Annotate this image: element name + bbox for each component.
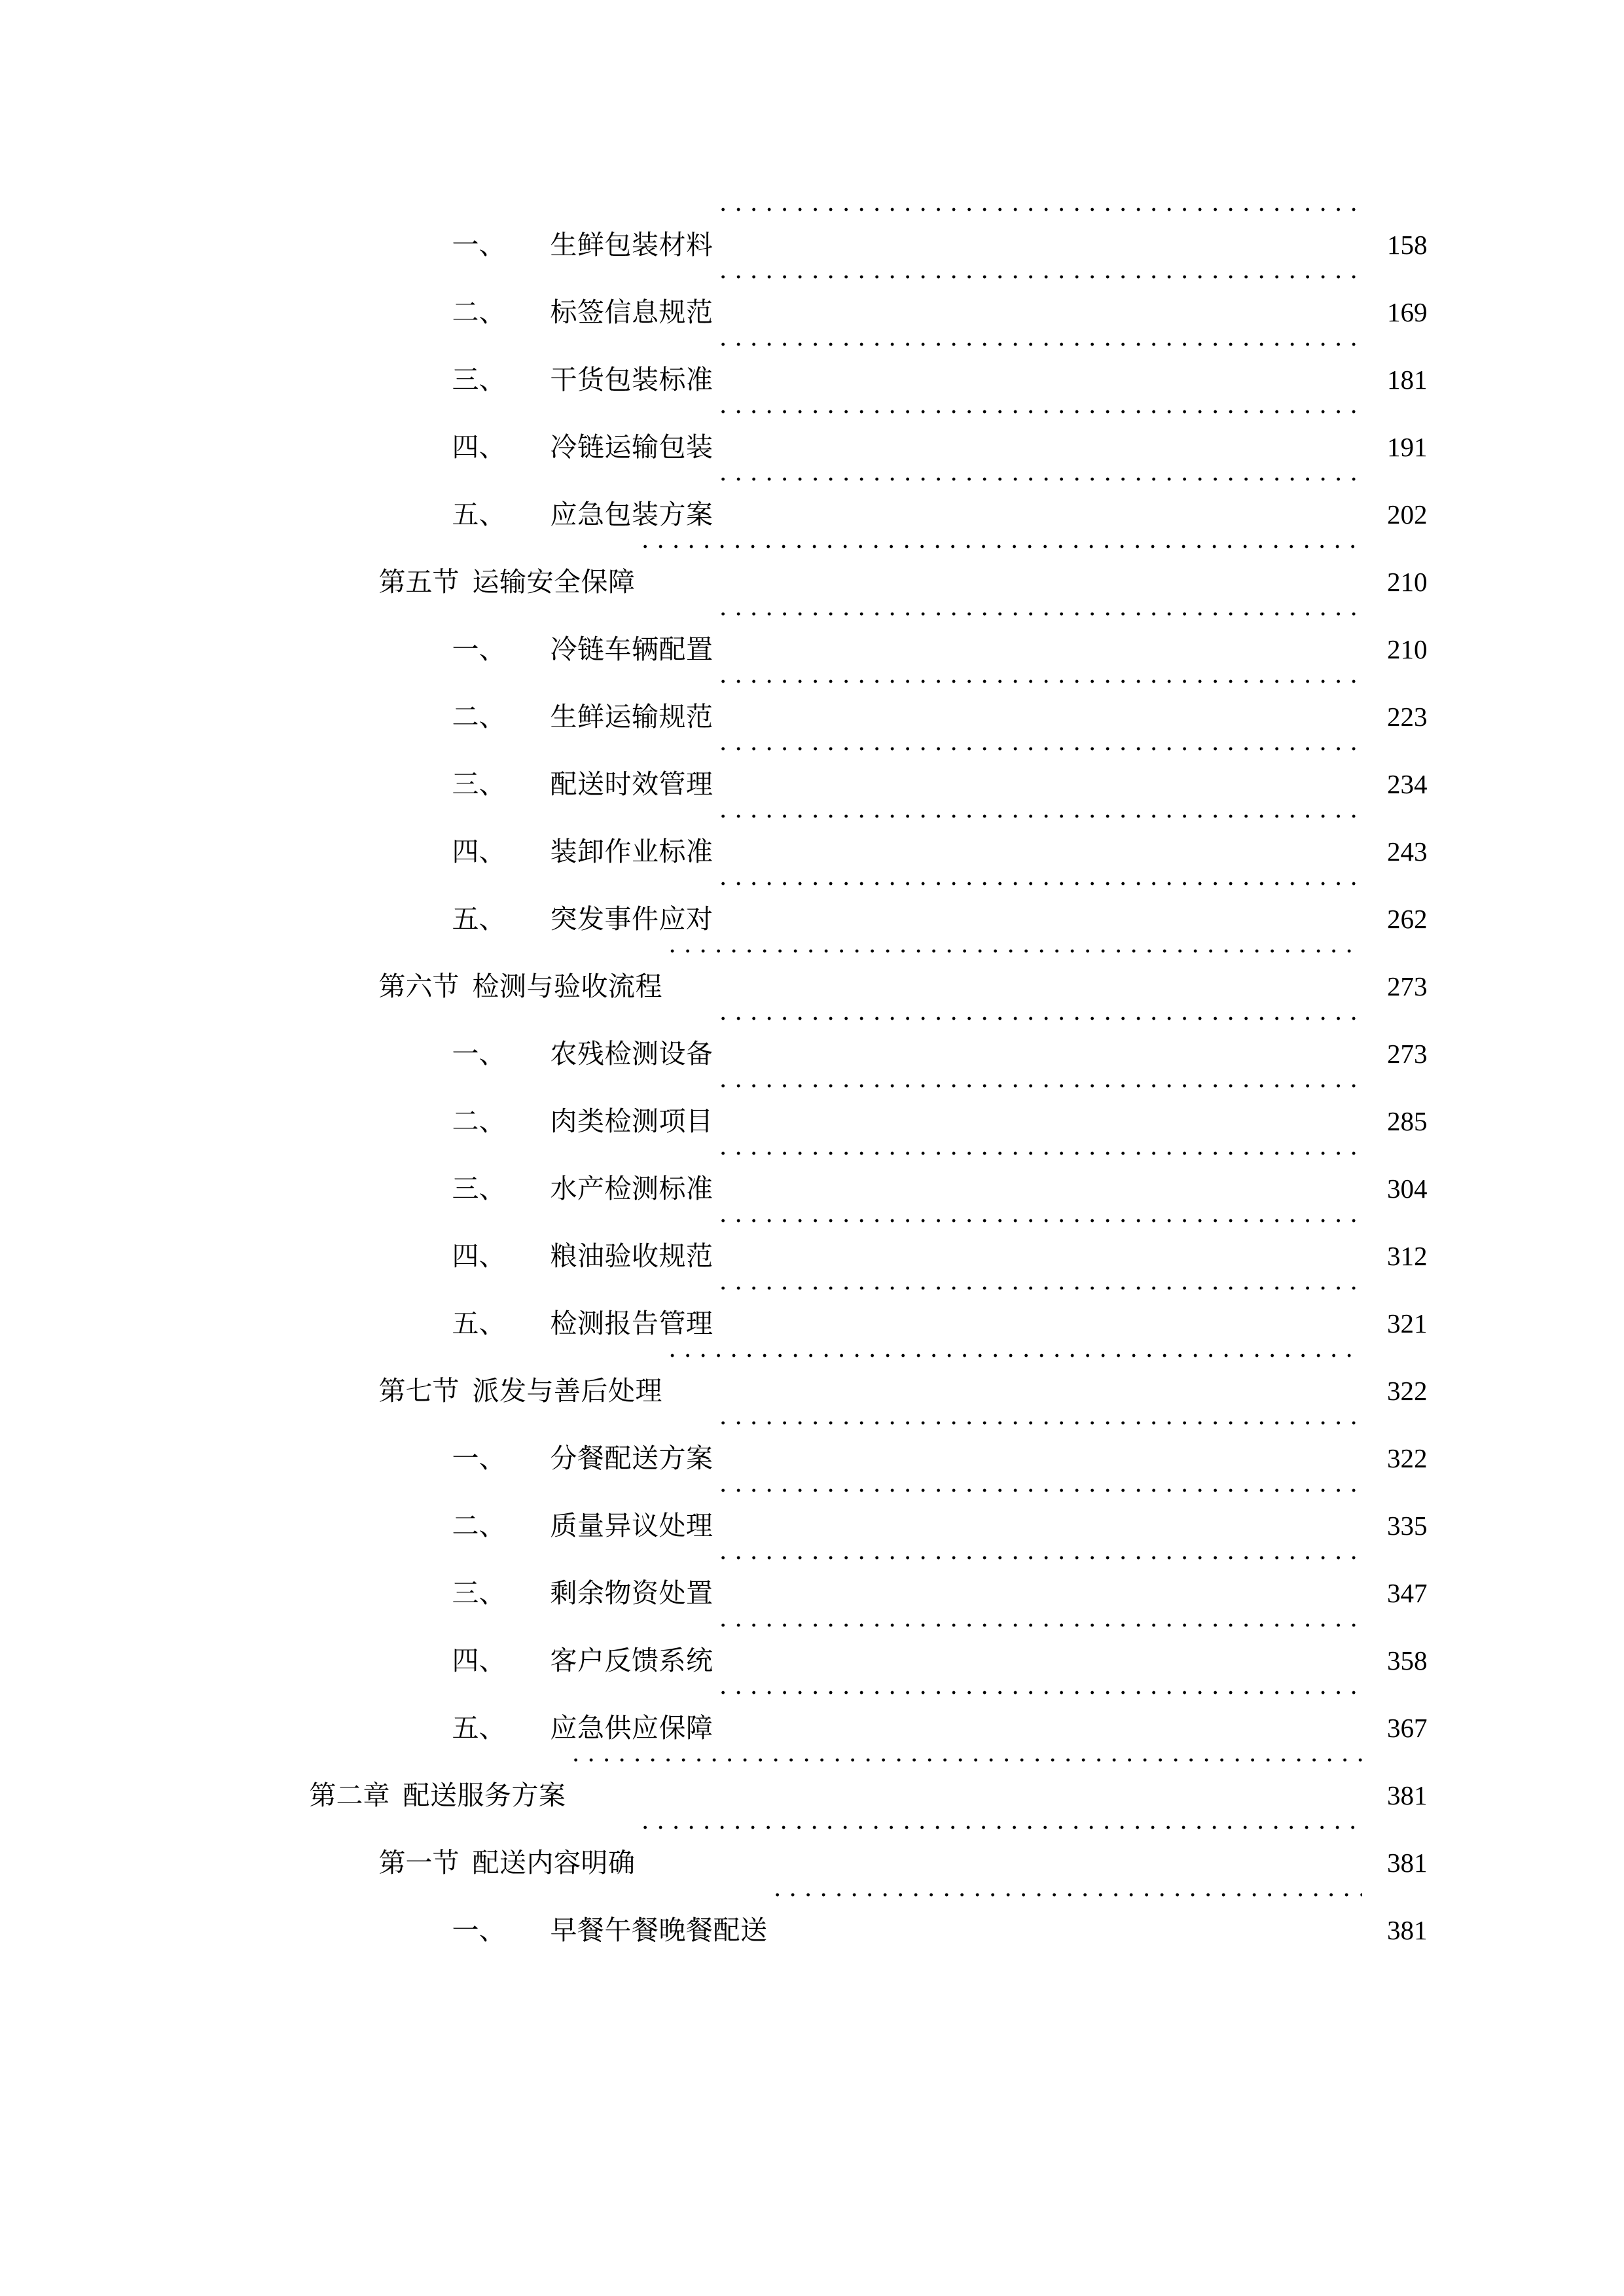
toc-entry-page-number: 191 — [1387, 432, 1428, 462]
toc-leader-dots — [720, 1602, 1362, 1670]
toc-entry-number: 四、 — [452, 1241, 506, 1271]
toc-entry-page-number: 381 — [1387, 1848, 1428, 1878]
toc-entry-title: 检测报告管理 — [550, 1308, 713, 1338]
toc-leader-dots — [642, 1804, 1362, 1872]
toc-entry-number: 五、 — [452, 904, 506, 934]
toc-entry-number: 四、 — [452, 836, 506, 867]
toc-entry[interactable] — [197, 187, 1428, 260]
toc-entry-number: 三、 — [452, 365, 506, 395]
toc-leader-dots — [720, 187, 1362, 254]
toc-entry-page-number: 347 — [1387, 1578, 1428, 1608]
toc-entry-title: 早餐午餐晚餐配送 — [550, 1915, 768, 1945]
toc-entry-title: 质量异议处理 — [550, 1511, 713, 1541]
toc-entry-page-number: 210 — [1387, 634, 1428, 664]
toc-entry-title: 干货包装标准 — [550, 365, 713, 395]
toc-entry-number: 五、 — [452, 1308, 506, 1338]
toc-entry-title: 冷链车辆配置 — [550, 634, 713, 664]
toc-entry-title: 检测与验收流程 — [472, 971, 662, 1001]
toc-entry-page-number: 158 — [1387, 230, 1428, 260]
toc-leader-dots — [720, 1670, 1362, 1737]
toc-entry-number: 一、 — [452, 1443, 506, 1473]
toc-entry-number: 二、 — [452, 1106, 506, 1136]
toc-entry-title: 配送时效管理 — [550, 769, 713, 799]
toc-entry-number: 第七节 — [378, 1376, 460, 1406]
toc-leader-dots — [720, 389, 1362, 456]
toc-leader-dots — [642, 524, 1362, 591]
toc-entry-page-number: 210 — [1387, 567, 1428, 597]
toc-leader-dots — [720, 321, 1362, 389]
toc-entry[interactable] — [197, 658, 1428, 732]
toc-entry-page-number: 304 — [1387, 1174, 1428, 1204]
toc-entry-page-number: 335 — [1387, 1511, 1428, 1541]
toc-leader-dots — [720, 254, 1362, 321]
toc-entry-title: 生鲜运输规范 — [550, 702, 713, 732]
toc-entry-title: 剩余物资处置 — [550, 1578, 713, 1608]
toc-leader-dots — [720, 1400, 1362, 1467]
toc-entry-title: 标签信息规范 — [550, 297, 713, 327]
toc-entry-page-number: 285 — [1387, 1106, 1428, 1136]
toc-leader-dots — [720, 591, 1362, 658]
toc-entry[interactable] — [197, 861, 1428, 934]
toc-entry[interactable] — [197, 1265, 1428, 1338]
toc-entry-title: 应急供应保障 — [550, 1713, 713, 1743]
toc-entry-page-number: 273 — [1387, 1039, 1428, 1069]
toc-entry-page-number: 243 — [1387, 836, 1428, 867]
toc-entry[interactable] — [197, 1467, 1428, 1541]
toc-entry-page-number: 321 — [1387, 1308, 1428, 1338]
toc-entry-number: 五、 — [452, 499, 506, 529]
toc-entry-title: 冷链运输包装 — [550, 432, 713, 462]
toc-leader-dots — [720, 456, 1362, 524]
toc-entry-title: 突发事件应对 — [550, 904, 713, 934]
toc-entry[interactable] — [197, 1670, 1428, 1743]
toc-leader-dots — [720, 1130, 1362, 1198]
toc-entry-page-number: 312 — [1387, 1241, 1428, 1271]
toc-leader-dots — [774, 1872, 1362, 1939]
toc-leader-dots — [720, 996, 1362, 1063]
toc-entry-number: 一、 — [452, 230, 506, 260]
toc-leader-dots — [720, 793, 1362, 861]
toc-entry-page-number: 358 — [1387, 1645, 1428, 1676]
toc-entry-page-number: 322 — [1387, 1443, 1428, 1473]
toc-entry-title: 配送内容明确 — [472, 1848, 636, 1878]
toc-entry-number: 二、 — [452, 702, 506, 732]
toc-leader-dots — [720, 726, 1362, 793]
toc-entry-number: 三、 — [452, 1174, 506, 1204]
toc-entry-title: 装卸作业标准 — [550, 836, 713, 867]
toc-entry-title: 水产检测标准 — [550, 1174, 713, 1204]
toc-entry-page-number: 223 — [1387, 702, 1428, 732]
toc-leader-dots — [669, 928, 1362, 996]
toc-entry[interactable] — [197, 793, 1428, 867]
toc-leader-dots — [720, 1063, 1362, 1130]
toc-entry-title: 运输安全保障 — [472, 567, 636, 597]
toc-leader-dots — [720, 1198, 1362, 1265]
toc-entry-title: 肉类检测项目 — [550, 1106, 713, 1136]
toc-entry[interactable] — [197, 254, 1428, 327]
toc-entry-page-number: 367 — [1387, 1713, 1428, 1743]
toc-entry-title: 配送服务方案 — [403, 1780, 566, 1810]
toc-entry-number: 第六节 — [378, 971, 460, 1001]
toc-entry[interactable] — [197, 524, 1428, 597]
toc-entry-number: 二、 — [452, 1511, 506, 1541]
toc-entry-page-number: 202 — [1387, 499, 1428, 529]
toc-leader-dots — [669, 1333, 1362, 1400]
toc-entry-title: 派发与善后处理 — [472, 1376, 662, 1406]
toc-leader-dots — [573, 1737, 1362, 1804]
toc-entry[interactable] — [197, 456, 1428, 529]
table-of-contents — [197, 187, 1428, 1945]
toc-leader-dots — [720, 658, 1362, 726]
toc-entry-page-number: 181 — [1387, 365, 1428, 395]
toc-entry[interactable] — [197, 1198, 1428, 1271]
toc-entry-number: 三、 — [452, 1578, 506, 1608]
toc-entry-title: 农残检测设备 — [550, 1039, 713, 1069]
toc-entry[interactable] — [197, 1535, 1428, 1608]
toc-leader-dots — [720, 1535, 1362, 1602]
toc-entry-title: 生鲜包装材料 — [550, 230, 713, 260]
toc-entry-number: 三、 — [452, 769, 506, 799]
toc-entry-number: 第二章 — [309, 1780, 390, 1810]
toc-entry-page-number: 262 — [1387, 904, 1428, 934]
toc-entry[interactable] — [197, 928, 1428, 1001]
toc-entry-title: 应急包装方案 — [550, 499, 713, 529]
toc-entry-number: 五、 — [452, 1713, 506, 1743]
toc-entry-number: 一、 — [452, 1039, 506, 1069]
toc-entry[interactable] — [197, 321, 1428, 395]
toc-entry-page-number: 169 — [1387, 297, 1428, 327]
toc-entry-title: 分餐配送方案 — [550, 1443, 713, 1473]
toc-entry-title: 粮油验收规范 — [550, 1241, 713, 1271]
toc-entry-page-number: 234 — [1387, 769, 1428, 799]
toc-leader-dots — [720, 1467, 1362, 1535]
toc-entry[interactable] — [197, 1130, 1428, 1204]
toc-entry[interactable] — [197, 389, 1428, 462]
toc-entry-page-number: 322 — [1387, 1376, 1428, 1406]
toc-leader-dots — [720, 1265, 1362, 1333]
toc-entry[interactable] — [197, 1333, 1428, 1406]
toc-entry-page-number: 381 — [1387, 1915, 1428, 1945]
toc-leader-dots — [720, 861, 1362, 928]
toc-entry[interactable] — [197, 1063, 1428, 1136]
toc-entry-number: 二、 — [452, 297, 506, 327]
toc-entry-number: 一、 — [452, 634, 506, 664]
toc-entry-number: 四、 — [452, 1645, 506, 1676]
toc-entry[interactable] — [197, 1602, 1428, 1676]
toc-entry-title: 客户反馈系统 — [550, 1645, 713, 1676]
toc-entry-page-number: 273 — [1387, 971, 1428, 1001]
toc-entry[interactable] — [197, 1737, 1428, 1810]
toc-entry-number: 一、 — [452, 1915, 506, 1945]
toc-entry-page-number: 381 — [1387, 1780, 1428, 1810]
toc-entry[interactable] — [197, 726, 1428, 799]
toc-entry-number: 第五节 — [378, 567, 460, 597]
toc-entry-number: 四、 — [452, 432, 506, 462]
toc-entry-number: 第一节 — [378, 1848, 460, 1878]
